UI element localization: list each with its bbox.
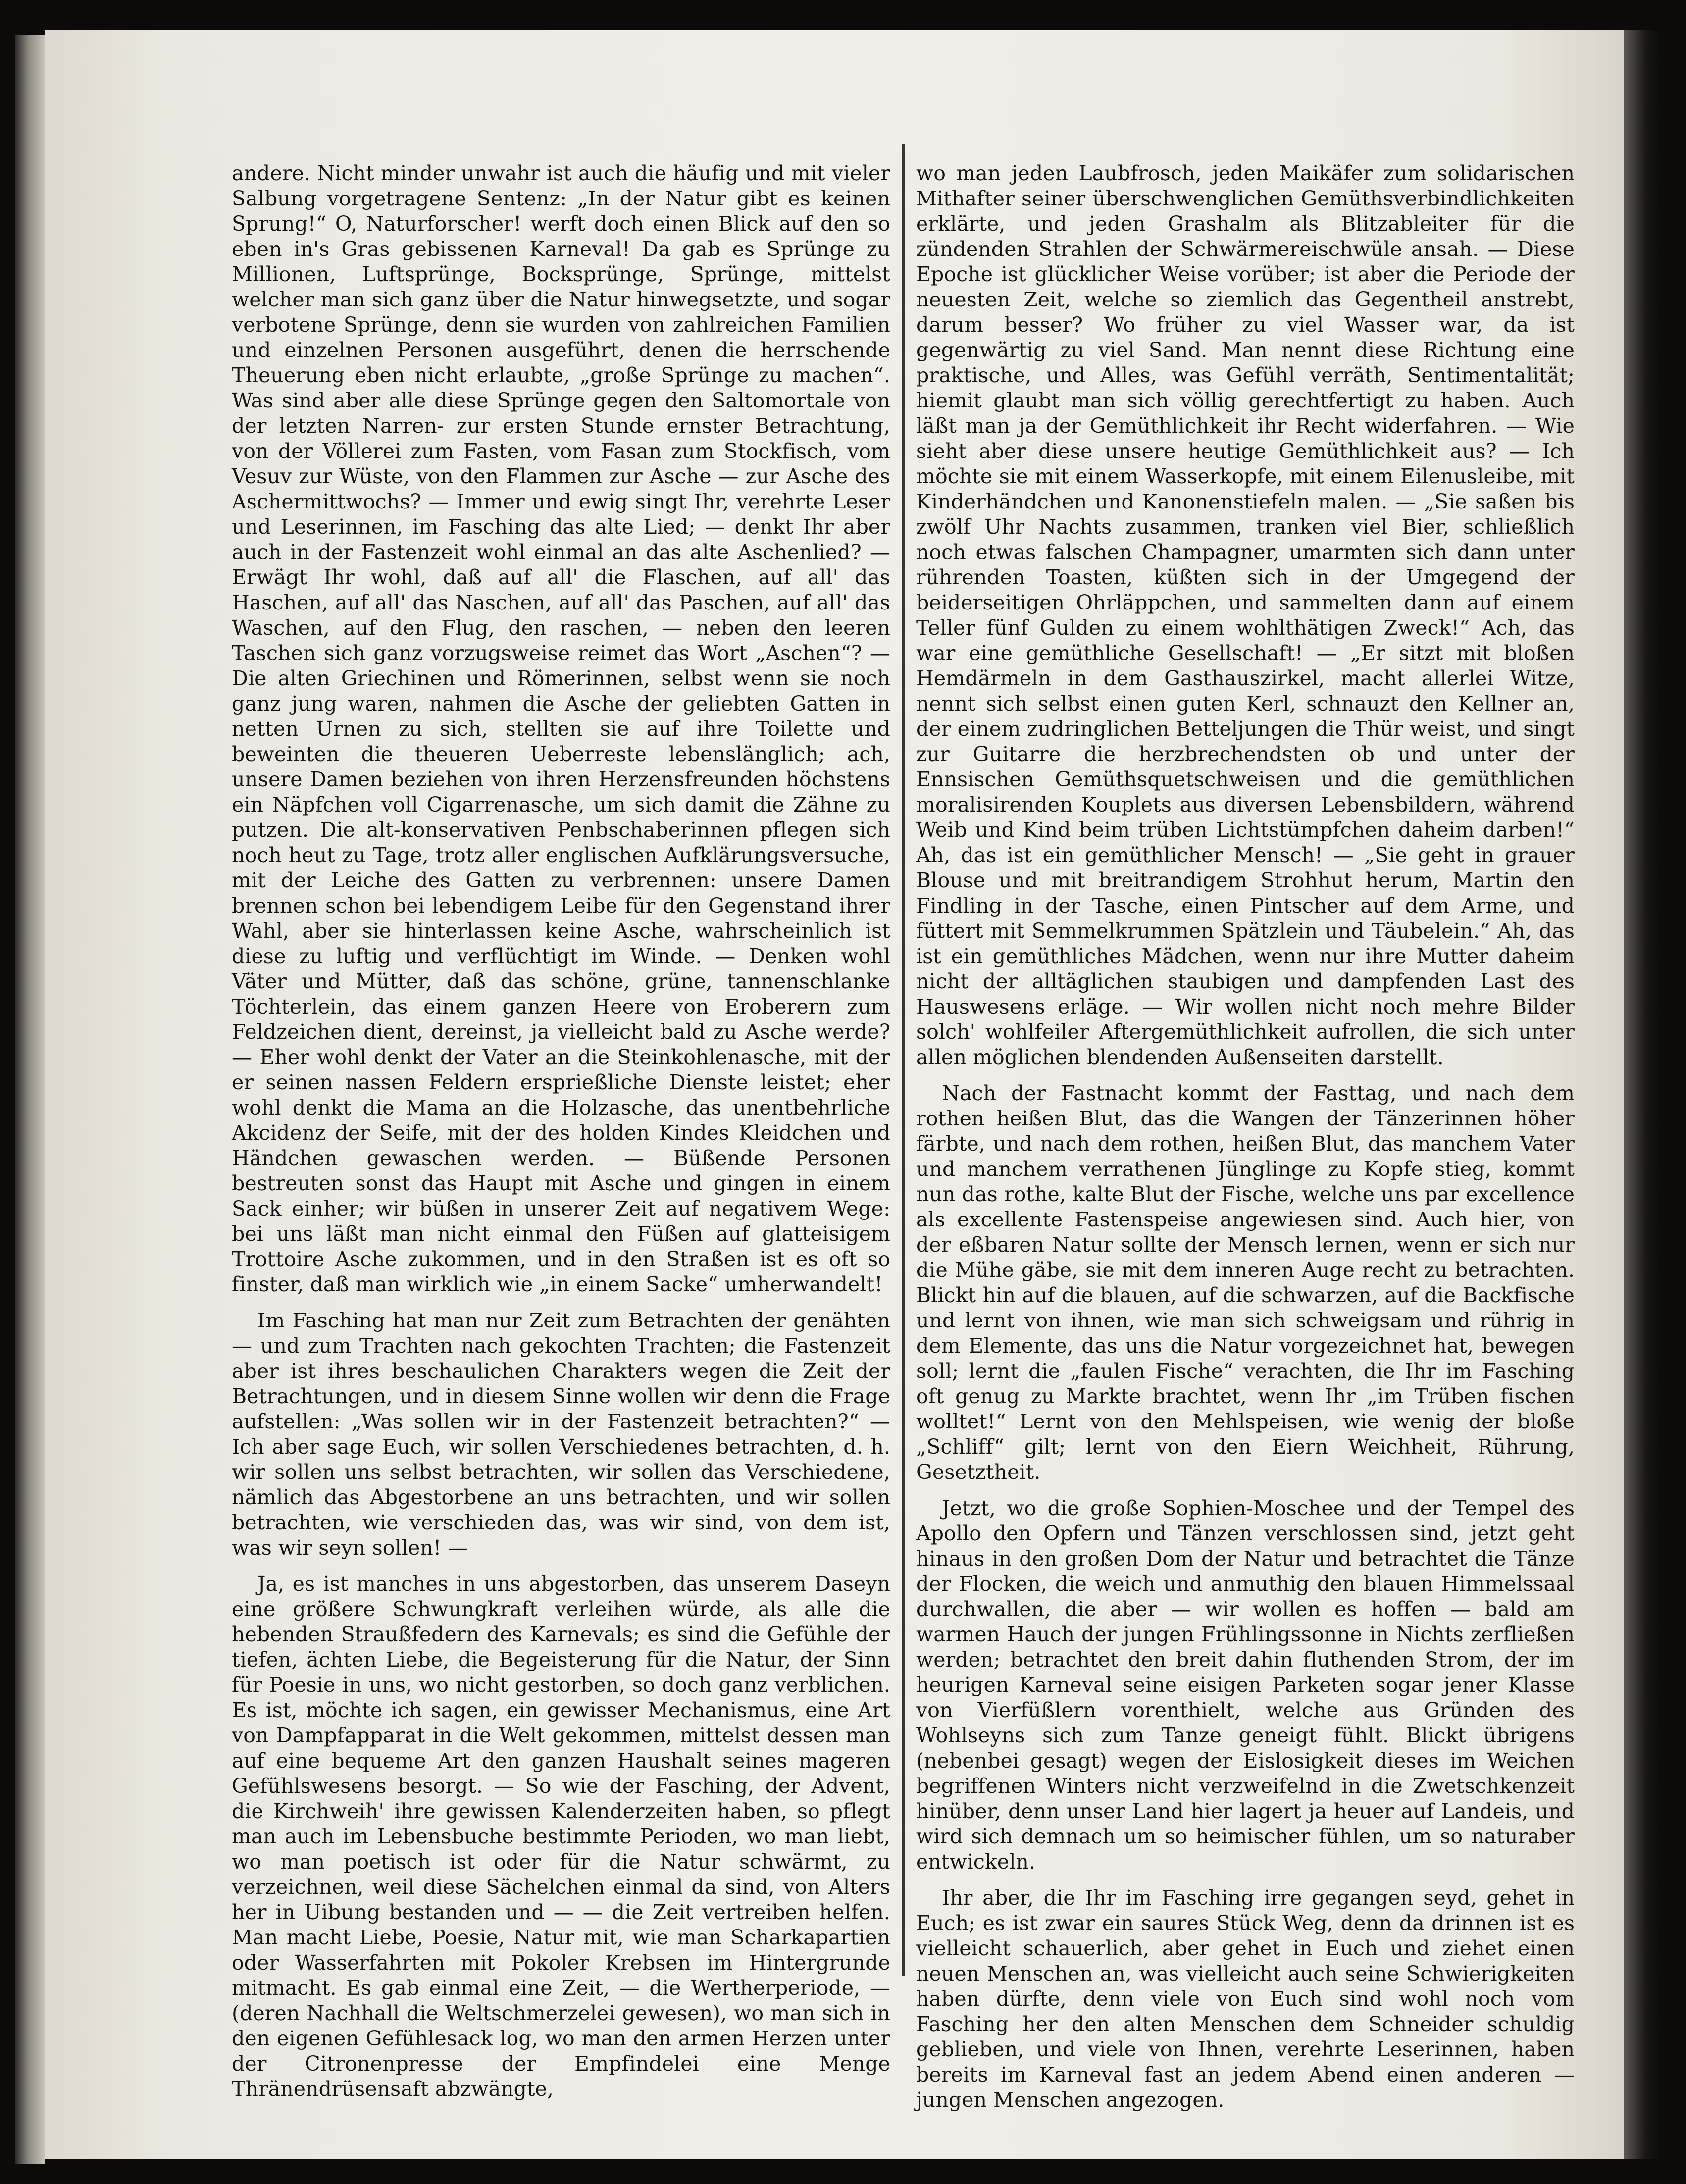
right-paragraph-4: Ihr aber, die Ihr im Fasching irre gegangen seyd, gehet in Euch; es ist zwar ein saures Stück Weg, denn da drinnen ist es vielleicht schauerlich, aber gehet in Euch und ziehet einen neuen Menschen an, was vielleicht auch seine Schwierigkeiten haben dürfte, denn viele von Euch sind wohl noch vom Fasching her den alten Menschen dem Schneider schuldig geblieben, und viele von Ihnen, verehrte Leserinnen, haben bereits im Karneval fast an jedem Abend einen anderen — jungen Menschen angezogen. [916,1886,1575,2112]
right-page-edge [1624,30,1660,2159]
right-paragraph-1: wo man jeden Laubfrosch, jeden Maikäfer zum solidarischen Mithafter seiner überschwenglichen Gemüthsverbindlichkeiten erklärte, und jeden Grashalm als Blitzableiter für die zündenden Strahlen der Schwärmereischwüle ansah. — Diese Epoche ist glücklicher Weise vorüber; ist aber die Periode der neuesten Zeit, welche so ziemlich das Gegentheil anstrebt, darum besser? Wo früher zu viel Wasser war, da ist gegenwärtig zu viel Sand. Man nennt diese Richtung eine praktische, und Alles, was Gefühl verräth, Sentimentalität; hiemit glaubt man sich völlig gerechtfertigt zu haben. Auch läßt man ja der Gemüthlichkeit ihr Recht widerfahren. — Wie sieht aber diese unsere heutige Gemüthlichkeit aus? — Ich möchte sie mit einem Wasserkopfe, mit einem Eilenusleibe, mit Kinderhändchen und Kanonenstiefeln malen. — „Sie saßen bis zwölf Uhr Nachts zusammen, tranken viel Bier, schließlich noch etwas falschen Champagner, umarmten sich dann unter rührenden Toasten, küßten sich in der Umgegend der beiderseitigen Ohrläppchen, und sammelten dann auf einem Teller fünf Gulden zu einem wohlthätigen Zweck!“ Ach, das war eine gemüthliche Gesellschaft! — „Er sitzt mit bloßen Hemdärmeln in dem Gasthauszirkel, macht allerlei Witze, nennt sich selbst einen guten Kerl, schnauzt den Kellner an, der einem zudringlichen Betteljungen die Thür weist, und singt zur Guitarre die herzbrechendsten ob und unter der Ennsischen Gemüthsquetschweisen und die gemüthlichen moralisirenden Kouplets aus diversen Lebensbildern, während Weib und Kind beim trüben Lichtstümpfchen daheim darben!“ Ah, das ist ein gemüthlicher Mensch! — „Sie geht in grauer Blouse und mit breitrandigem Strohhut herum, Martin den Findling in der Tasche, einen Pintscher auf dem Arme, und füttert mit Semmelkrummen Spätzlein und Täubelein.“ Ah, das ist ein gemüthliches Mädchen, wenn nur ihre Mutter daheim nicht der alltäglichen staubigen und dampfenden Last des Hauswesens erläge. — Wir wollen nicht noch mehre Bilder solch' wohlfeiler Aftergemüthlichkeit aufrollen, die sich unter allen möglichen blendenden Außenseiten darstellt. [916,161,1575,1069]
left-page-edge [15,35,45,2164]
left-column [232,161,890,2101]
right-column [916,161,1575,2112]
column-divider [902,144,905,1976]
left-paragraph-3: Ja, es ist manches in uns abgestorben, das unserem Daseyn eine größere Schwungkraft verleihen würde, als alle die hebenden Straußfedern des Karnevals; es sind die Gefühle der tiefen, ächten Liebe, die Begeisterung für die Natur, der Sinn für Poesie in uns, wo nicht gestorben, so doch ganz verblichen. Es ist, möchte ich sagen, ein gewisser Mechanismus, eine Art von Dampfapparat in die Welt gekommen, mittelst dessen man auf eine bequeme Art den ganzen Haushalt seines mageren Gefühlswesens besorgt. — So wie der Fasching, der Advent, die Kirchweih' ihre gewissen Kalenderzeiten haben, so pflegt man auch im Lebensbuche bestimmte Perioden, wo man liebt, wo man poetisch ist oder für die Natur schwärmt, zu verzeichnen, weil diese Sächelchen einmal da sind, von Alters her in Uibung bestanden und — — die Zeit vertreiben helfen. Man macht Liebe, Poesie, Natur mit, wie man Scharkapartien oder Wasserfahrten mit Pokoler Krebsen im Hintergrunde mitmacht. Es gab einmal eine Zeit, — die Wertherperiode, — (deren Nachhall die Weltschmerzelei gewesen), wo man sich in den eigenen Gefühlesack log, wo man den armen Herzen unter der Citronenpresse der Empfindelei eine Menge Thränendrüsensaft abzwängte, [232,1572,890,2101]
left-paragraph-2: Im Fasching hat man nur Zeit zum Betrachten der genähten — und zum Trachten nach gekochten Trachten; die Fastenzeit aber ist ihres beschaulichen Charakters wegen die Zeit der Betrachtungen, und in diesem Sinne wollen wir denn die Frage aufstellen: „Was sollen wir in der Fastenzeit betrachten?“ — Ich aber sage Euch, wir sollen Verschiedenes betrachten, d. h. wir sollen uns selbst betrachten, wir sollen das Verschiedene, nämlich das Abgestorbene an uns betrachten, und wir sollen betrachten, wie verschieden das, was wir sind, von dem ist, was wir seyn sollen! — [232,1309,890,1560]
right-paragraph-3: Jetzt, wo die große Sophien-Moschee und der Tempel des Apollo den Opfern und Tänzen verschlossen sind, jetzt geht hinaus in den großen Dom der Natur und betrachtet die Tänze der Flocken, die weich und anmuthig den blauen Himmelssaal durchwallen, die aber — wir wollen es hoffen — bald am warmen Hauch der jungen Frühlingssonne in Nichts zerfließen werden; betrachtet den breit dahin fluthenden Strom, der im heurigen Karneval seine eisigen Parketen sogar jener Klasse von Vierfüßlern vorenthielt, welche aus Gründen des Wohlseyns sich zum Tanze geneigt fühlt. Blickt übrigens (nebenbei gesagt) wegen der Eislosigkeit dieses im Weichen begriffenen Winters nicht verzweifelnd in die Zwetschkenzeit hinüber, denn unser Land hier lagert ja heuer auf Landeis, und wird sich demnach um so heimischer fühlen, um so naturaber entwickeln. [916,1496,1575,1874]
right-paragraph-2: Nach der Fastnacht kommt der Fasttag, und nach dem rothen heißen Blut, das die Wangen der Tänzerinnen höher färbte, und nach dem rothen, heißen Blut, das manchem Vater und manchem verrathenen Jünglinge zu Kopfe stieg, kommt nun das rothe, kalte Blut der Fische, welche uns par excellence als excellente Fastenspeise angewiesen sind. Auch hier, von der eßbaren Natur sollte der Mensch lernen, wenn er sich nur die Mühe gäbe, sie mit dem inneren Auge recht zu betrachten. Blickt hin auf die blauen, auf die schwarzen, auf die Backfische und lernt von ihnen, wie man sich schweigsam und rührig in dem Elemente, das uns die Natur vorgezeichnet hat, bewegen soll; lernt die „faulen Fische“ verachten, die Ihr im Fasching oft genug zu Markte brachtet, wenn Ihr „im Trüben fischen wolltet!“ Lernt von den Mehlspeisen, wie wenig der bloße „Schliff“ gilt; lernt von den Eiern Weichheit, Rührung, Gesetztheit. [916,1081,1575,1484]
left-paragraph-1: andere. Nicht minder unwahr ist auch die häufig und mit vieler Salbung vorgetragene Sentenz: „In der Natur gibt es keinen Sprung!“ O, Naturforscher! werft doch einen Blick auf den so eben in's Gras gebissenen Karneval! Da gab es Sprünge zu Millionen, Luftsprünge, Bocksprünge, Sprünge, mittelst welcher man sich ganz über die Natur hinwegsetzte, und sogar verbotene Sprünge, denn sie wurden von zahlreichen Familien und einzelnen Personen ausgeführt, denen die herrschende Theuerung eben nicht erlaubte, „große Sprünge zu machen“. Was sind aber alle diese Sprünge gegen den Saltomortale von der letzten Narren- zur ersten Stunde ernster Betrachtung, von der Völlerei zum Fasten, vom Fasan zum Stockfisch, vom Vesuv zur Wüste, von den Flammen zur Asche — zur Asche des Aschermittwochs? — Immer und ewig singt Ihr, verehrte Leser und Leserinnen, im Fasching das alte Lied; — denkt Ihr aber auch in der Fastenzeit wohl einmal an das alte Aschenlied? — Erwägt Ihr wohl, daß auf all' die Flaschen, auf all' das Haschen, auf all' das Naschen, auf all' das Paschen, auf all' das Waschen, auf den Flug, den raschen, — neben den leeren Taschen sich ganz vorzugsweise reimet das Wort „Aschen“? — Die alten Griechinen und Römerinnen, selbst wenn sie noch ganz jung waren, nahmen die Asche der geliebten Gatten in netten Urnen zu sich, stellten sie auf ihre Toilette und beweinten die theueren Ueberreste lebenslänglich; ach, unsere Damen beziehen von ihren Herzensfreunden höchstens ein Näpfchen voll Cigarrenasche, um sich damit die Zähne zu putzen. Die alt-konservativen Penbschaberinnen pflegen sich noch heut zu Tage, trotz aller englischen Aufklärungsversuche, mit der Leiche des Gatten zu verbrennen: unsere Damen brennen schon bei lebendigem Leibe für den Gegenstand ihrer Wahl, aber sie hinterlassen keine Asche, wahrscheinlich ist diese zu luftig und verflüchtigt im Winde. — Denken wohl Väter und Mütter, daß das schöne, grüne, tannenschlanke Töchterlein, das einem ganzen Heere von Eroberern zum Feldzeichen dient, dereinst, ja vielleicht bald zu Asche werde? — Eher wohl denkt der Vater an die Steinkohlenasche, mit der er seinen nassen Feldern ersprießliche Dienste leistet; eher wohl denkt die Mama an die Holzasche, das unentbehrliche Akcidenz der Seife, mit der des holden Kindes Kleidchen und Händchen gewaschen werden. — Büßende Personen bestreuten sonst das Haupt mit Asche und gingen in einem Sack einher; wir büßen in unserer Zeit auf negativem Wege: bei uns läßt man nicht einmal den Füßen auf glatteisigem Trottoire Asche zukommen, und in den Straßen ist es oft so finster, daß man wirklich wie „in einem Sacke“ umherwandelt! [232,161,890,1296]
